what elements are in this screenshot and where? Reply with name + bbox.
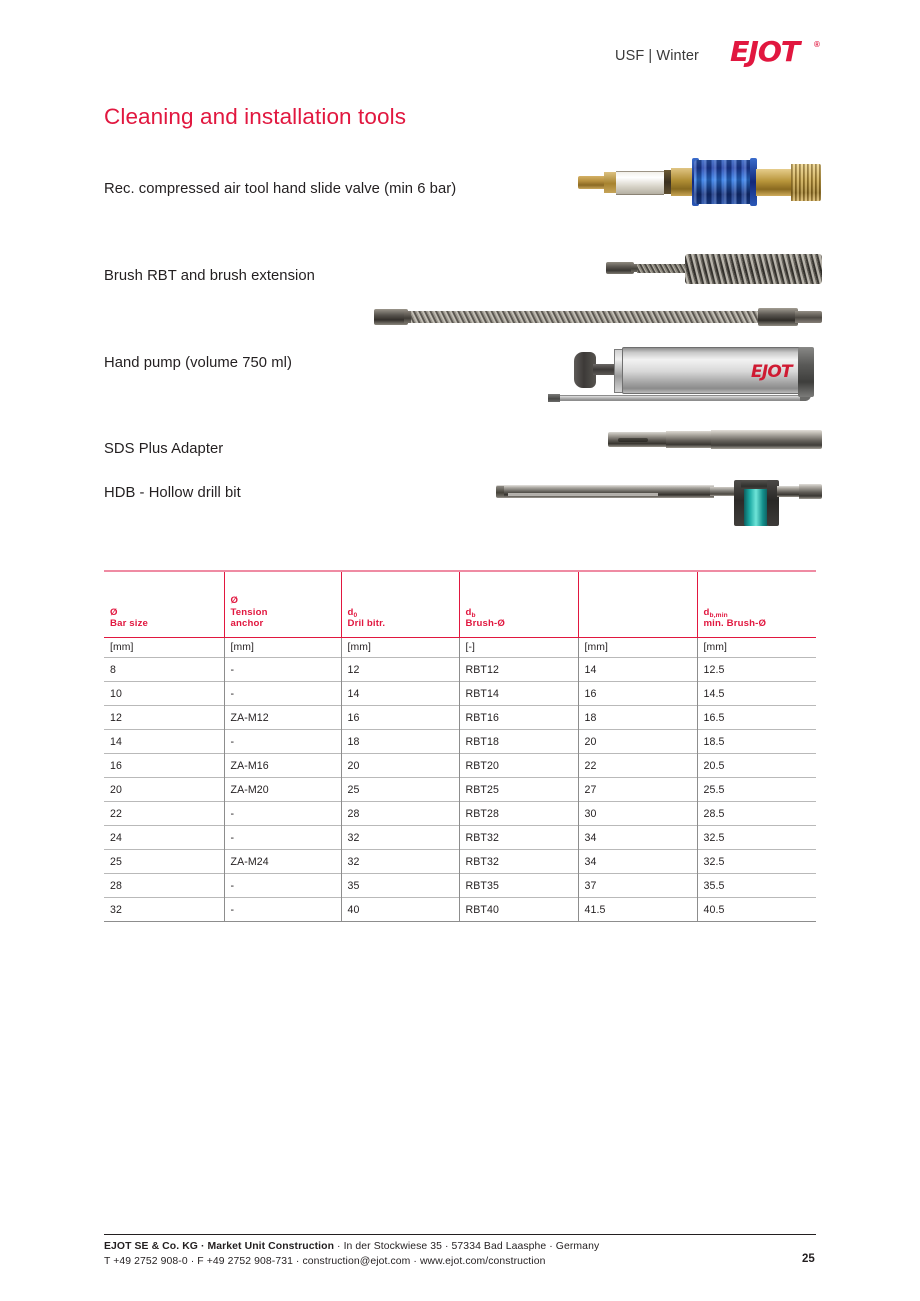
header-name-line1: Brush-Ø [465, 618, 505, 630]
sds-mid-section-part [666, 431, 714, 448]
cell-bar-size: 10 [104, 682, 224, 706]
hdb-hollow-drill-bit-photo [496, 480, 822, 526]
cell-drill-bit: 25 [341, 778, 459, 802]
hand-pump-photo [548, 343, 822, 405]
unit-cell: [-] [459, 638, 578, 658]
footer-divider [104, 1234, 816, 1235]
cell-brush-diameter: 41.5 [578, 898, 697, 922]
cell-drill-bit: 32 [341, 826, 459, 850]
column-header-bar-size [104, 571, 224, 638]
table-row [104, 802, 816, 826]
cell-tension-anchor: - [224, 802, 341, 826]
table-row [104, 754, 816, 778]
page-title: Cleaning and installation tools [104, 104, 407, 129]
cell-drill-bit: 35 [341, 874, 459, 898]
hdb-rod-slot-part [508, 493, 658, 496]
sds-shank-part [608, 432, 670, 447]
pump-front-cap-part [798, 347, 814, 397]
unit-cell: [mm] [578, 638, 697, 658]
hdb-shank-end-part [799, 484, 822, 499]
header-subscript: b,min [709, 612, 728, 620]
table-header-row [104, 571, 816, 638]
table-row [104, 826, 816, 850]
column-header-brush-diameter [578, 571, 697, 638]
cell-brush-diameter: 37 [578, 874, 697, 898]
cell-brush-diameter: 20 [578, 730, 697, 754]
cell-brush-diameter: 22 [578, 754, 697, 778]
valve-brass-neck-part [756, 169, 794, 196]
cell-brush-diameter: 34 [578, 850, 697, 874]
cell-tension-anchor: ZA-M16 [224, 754, 341, 778]
cell-brush-designation: RBT16 [459, 706, 578, 730]
compressed-air-slide-valve-photo [578, 152, 822, 214]
pump-nozzle-tube-part [552, 395, 806, 401]
cell-min-brush-diameter: 20.5 [697, 754, 816, 778]
hdb-drill-rod-part [496, 485, 714, 498]
extension-right-tip-part [795, 311, 822, 323]
cell-drill-bit: 12 [341, 658, 459, 682]
extension-twisted-shaft-part [411, 311, 760, 323]
header-name-line1: Dril bitr. [347, 618, 386, 630]
valve-threaded-end-part [791, 164, 821, 201]
brush-twisted-wire-part [637, 264, 687, 273]
cell-min-brush-diameter: 28.5 [697, 802, 816, 826]
brush-connector-part [606, 262, 634, 274]
table-row [104, 874, 816, 898]
header-subscript: 0 [353, 612, 358, 620]
cell-bar-size: 8 [104, 658, 224, 682]
table-units-row [104, 638, 816, 658]
cell-brush-designation: RBT32 [459, 826, 578, 850]
cell-tension-anchor: - [224, 826, 341, 850]
registered-trademark-icon: ® [814, 40, 820, 49]
table-row [104, 658, 816, 682]
cell-min-brush-diameter: 12.5 [697, 658, 816, 682]
cell-brush-designation: RBT14 [459, 682, 578, 706]
cell-brush-diameter: 16 [578, 682, 697, 706]
cell-bar-size: 24 [104, 826, 224, 850]
valve-sight-tube-part [616, 171, 664, 195]
brush-bristles-part [685, 254, 822, 284]
header-symbol: d [465, 606, 472, 618]
brush-rbt-photo [606, 253, 822, 285]
cell-brush-designation: RBT18 [459, 730, 578, 754]
footer-company-line [104, 1241, 599, 1252]
header-name-line2: anchor [230, 618, 264, 630]
breadcrumb: USF | Winter [615, 48, 699, 64]
cell-min-brush-diameter: 14.5 [697, 682, 816, 706]
extension-right-coupler-part [758, 308, 798, 326]
specification-table [104, 570, 816, 922]
header-subscript: b [471, 612, 476, 620]
cell-brush-designation: RBT35 [459, 874, 578, 898]
cell-bar-size: 22 [104, 802, 224, 826]
column-header-brush-designation [459, 571, 578, 638]
cell-tension-anchor: ZA-M12 [224, 706, 341, 730]
table-row [104, 706, 816, 730]
extension-left-coupler-part [374, 309, 408, 325]
header-symbol: Ø [110, 606, 118, 618]
cell-drill-bit: 28 [341, 802, 459, 826]
table-header [104, 571, 816, 638]
footer-company-name: EJOT SE & Co. KG · Market Unit Construction [104, 1241, 335, 1252]
cell-min-brush-diameter: 25.5 [697, 778, 816, 802]
header-name-line1: Bar size [110, 618, 148, 630]
pump-nozzle-tip-part [548, 394, 560, 402]
unit-cell: [mm] [341, 638, 459, 658]
hdb-drill-tip-part [496, 486, 504, 497]
pump-cylinder-body-part [622, 347, 804, 394]
cell-brush-designation: RBT40 [459, 898, 578, 922]
cell-drill-bit: 20 [341, 754, 459, 778]
cell-min-brush-diameter: 40.5 [697, 898, 816, 922]
table-row [104, 898, 816, 922]
header-name-line1: Tension [230, 606, 268, 618]
cell-brush-designation: RBT12 [459, 658, 578, 682]
cell-tension-anchor: ZA-M20 [224, 778, 341, 802]
unit-cell: [mm] [104, 638, 224, 658]
product-label-hand-pump: Hand pump (volume 750 ml) [104, 355, 292, 371]
column-header-drill-bit [341, 571, 459, 638]
table-row [104, 682, 816, 706]
cell-bar-size: 16 [104, 754, 224, 778]
cell-min-brush-diameter: 32.5 [697, 826, 816, 850]
product-label-sds-plus-adapter: SDS Plus Adapter [104, 441, 224, 457]
cell-bar-size: 14 [104, 730, 224, 754]
cell-tension-anchor: - [224, 682, 341, 706]
cell-brush-designation: RBT32 [459, 850, 578, 874]
valve-blue-slide-part [694, 160, 756, 204]
product-label-air-tool: Rec. compressed air tool hand slide valve (min 6 bar) [104, 181, 457, 197]
cell-min-brush-diameter: 32.5 [697, 850, 816, 874]
footer-contact-line: T +49 2752 908-0 · F +49 2752 908-731 · construction@ejot.com · www.ejot.com/construction [104, 1256, 546, 1267]
cell-tension-anchor: ZA-M24 [224, 850, 341, 874]
cell-bar-size: 32 [104, 898, 224, 922]
cell-brush-designation: RBT28 [459, 802, 578, 826]
cell-tension-anchor: - [224, 730, 341, 754]
header-symbol: d [703, 606, 710, 618]
page-number: 25 [802, 1253, 815, 1265]
valve-nipple-flange-part [604, 172, 616, 193]
specification-table-container [104, 570, 816, 922]
sds-shank-groove-part [618, 438, 648, 442]
unit-cell: [mm] [224, 638, 341, 658]
cell-brush-diameter: 14 [578, 658, 697, 682]
header-symbol: Ø [230, 595, 239, 607]
table-row [104, 730, 816, 754]
cell-bar-size: 25 [104, 850, 224, 874]
cell-drill-bit: 32 [341, 850, 459, 874]
ejot-logo [730, 35, 822, 68]
cell-brush-diameter: 34 [578, 826, 697, 850]
product-label-hollow-drill-bit: HDB - Hollow drill bit [104, 485, 241, 501]
cell-brush-diameter: 27 [578, 778, 697, 802]
brush-extension-photo [374, 305, 822, 329]
pump-ejot-logo-text: EJOT [751, 362, 792, 382]
cell-tension-anchor: - [224, 874, 341, 898]
cell-brush-diameter: 18 [578, 706, 697, 730]
cell-drill-bit: 14 [341, 682, 459, 706]
cell-brush-designation: RBT25 [459, 778, 578, 802]
header-name-line1: min. Brush-Ø [703, 618, 767, 630]
cell-min-brush-diameter: 18.5 [697, 730, 816, 754]
table-body [104, 638, 816, 922]
sds-plus-adapter-photo [608, 429, 822, 451]
cell-brush-diameter: 30 [578, 802, 697, 826]
unit-cell: [mm] [697, 638, 816, 658]
table-row [104, 850, 816, 874]
cell-bar-size: 20 [104, 778, 224, 802]
cell-tension-anchor: - [224, 898, 341, 922]
column-header-tension-anchor [224, 571, 341, 638]
cell-min-brush-diameter: 35.5 [697, 874, 816, 898]
cell-min-brush-diameter: 16.5 [697, 706, 816, 730]
cell-tension-anchor: - [224, 658, 341, 682]
sds-body-part [711, 430, 822, 449]
product-label-brush-rbt: Brush RBT and brush extension [104, 268, 315, 284]
cell-brush-designation: RBT20 [459, 754, 578, 778]
cell-bar-size: 28 [104, 874, 224, 898]
ejot-logo-text: EJOT [730, 35, 800, 68]
footer-address: · In der Stockwiese 35 · 57334 Bad Laasphe · Germany [334, 1241, 600, 1252]
header-symbol: d [347, 606, 354, 618]
column-header-min-brush-diameter [697, 571, 816, 638]
cell-drill-bit: 16 [341, 706, 459, 730]
cell-drill-bit: 40 [341, 898, 459, 922]
cell-drill-bit: 18 [341, 730, 459, 754]
cell-bar-size: 12 [104, 706, 224, 730]
table-row [104, 778, 816, 802]
